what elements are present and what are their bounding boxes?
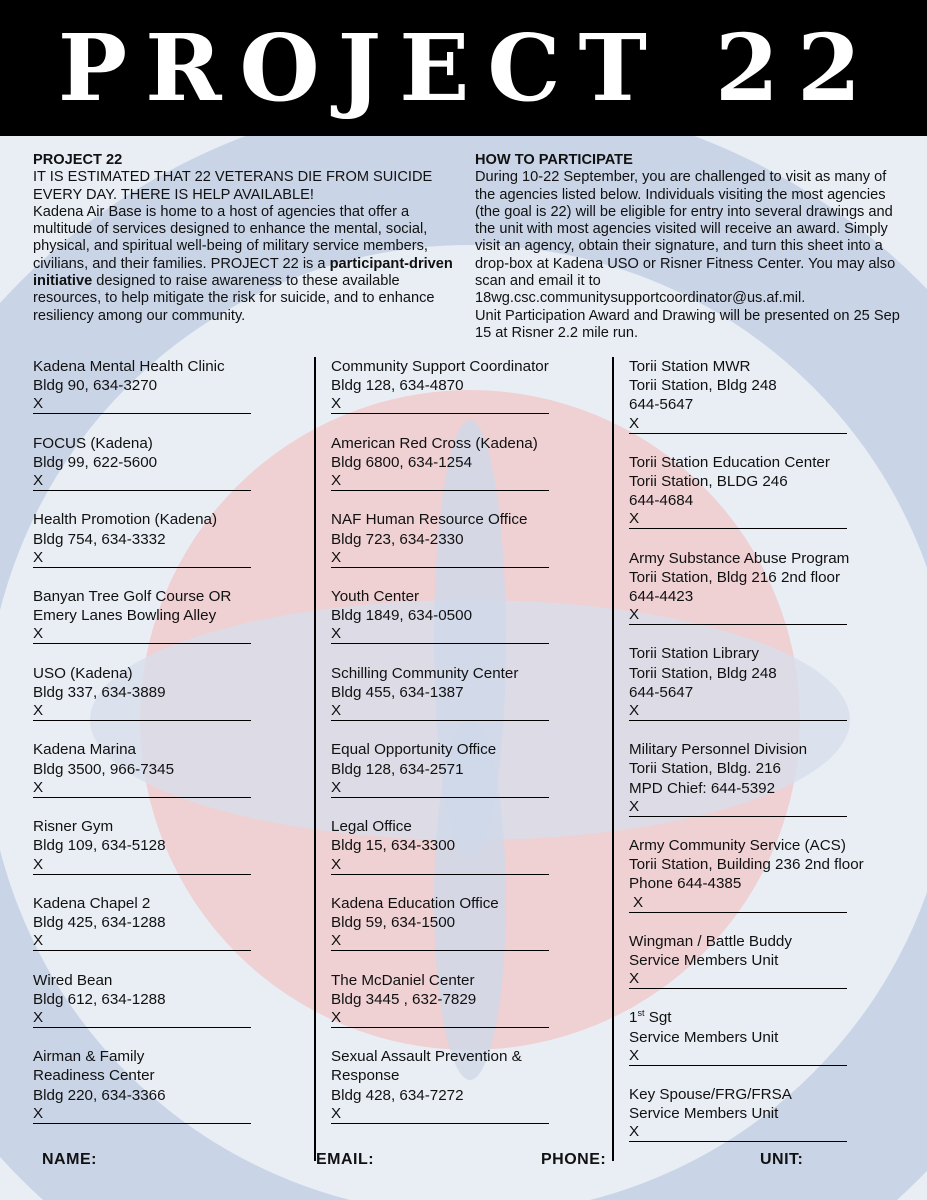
agency-detail: Bldg 99, 622-5600 bbox=[33, 453, 158, 471]
agency-name: Kadena Chapel 2 bbox=[33, 894, 151, 912]
phone-field-label[interactable]: PHONE: bbox=[541, 1151, 607, 1168]
agency-detail: Bldg 754, 634-3332 bbox=[33, 530, 166, 548]
agency-entry bbox=[331, 357, 586, 415]
agency-location: Torii Station, Bldg 216 2nd floor bbox=[629, 568, 841, 586]
agency-name: Kadena Education Office bbox=[331, 894, 499, 912]
agency-name: Torii Station Education Center bbox=[629, 453, 830, 471]
agency-entry bbox=[33, 1047, 288, 1124]
signature-line[interactable]: X bbox=[629, 1047, 847, 1066]
agency-phone: 644-4684 bbox=[629, 492, 694, 510]
signature-line[interactable]: X bbox=[33, 549, 251, 568]
agency-name: Torii Station Library bbox=[629, 645, 759, 663]
agency-detail: Bldg 6800, 634-1254 bbox=[331, 453, 473, 471]
agency-name-cont: Response bbox=[331, 1067, 400, 1085]
agency-entry bbox=[33, 817, 288, 875]
agency-name-number: 1 bbox=[629, 1009, 638, 1027]
agency-entry bbox=[629, 644, 914, 721]
agency-phone: 644-5647 bbox=[629, 396, 694, 414]
signature-line[interactable]: X bbox=[331, 1009, 549, 1028]
agency-name: Army Substance Abuse Program bbox=[629, 549, 850, 567]
agency-detail: Bldg 3445 , 632-7829 bbox=[331, 990, 477, 1008]
agency-name: FOCUS (Kadena) bbox=[33, 434, 153, 452]
agency-location: Torii Station, Building 236 2nd floor bbox=[629, 856, 864, 874]
agency-detail: Service Members Unit bbox=[629, 1105, 779, 1123]
agency-entry bbox=[331, 664, 586, 722]
agency-phone: Phone 644-4385 bbox=[629, 875, 742, 893]
column-divider-1 bbox=[314, 357, 316, 1161]
signature-line[interactable]: X bbox=[33, 856, 251, 875]
agency-detail: Service Members Unit bbox=[629, 1028, 779, 1046]
participate-heading: HOW TO PARTICIPATE bbox=[475, 152, 633, 168]
agency-entry bbox=[629, 932, 914, 989]
agency-entry bbox=[33, 510, 288, 568]
agency-column-2 bbox=[331, 357, 586, 1143]
agency-name: Army Community Service (ACS) bbox=[629, 836, 846, 854]
agency-detail: Bldg 15, 634-3300 bbox=[331, 837, 456, 855]
intro-how-to-participate bbox=[475, 152, 905, 342]
agency-entry bbox=[33, 971, 288, 1029]
agency-phone: 644-5647 bbox=[629, 683, 694, 701]
agency-entry bbox=[331, 587, 586, 645]
agency-name-cont: Readiness Center bbox=[33, 1067, 155, 1085]
column-divider-2 bbox=[612, 357, 614, 1161]
intro-lead: IT IS ESTIMATED THAT 22 VETERANS DIE FROM SUICIDE EVERY DAY. THERE IS HELP AVAILABLE! bbox=[33, 169, 433, 203]
agency-entry bbox=[629, 453, 914, 530]
agency-location: Torii Station, BLDG 246 bbox=[629, 473, 788, 490]
agency-name: Military Personnel Division bbox=[629, 741, 808, 759]
page-header bbox=[0, 0, 927, 136]
agency-column-1 bbox=[33, 357, 288, 1143]
agency-name: Youth Center bbox=[331, 588, 420, 606]
agency-name: NAF Human Resource Office bbox=[331, 511, 528, 529]
agency-location: Torii Station, Bldg. 216 bbox=[629, 760, 781, 778]
agency-detail: Bldg 128, 634-4870 bbox=[331, 377, 464, 395]
agency-name: Kadena Mental Health Clinic bbox=[33, 358, 225, 375]
agency-detail: Bldg 90, 634-3270 bbox=[33, 377, 158, 395]
agency-entry bbox=[33, 740, 288, 798]
agency-entry bbox=[331, 434, 586, 492]
signature-line[interactable]: X bbox=[331, 395, 549, 414]
agency-name: Wired Bean bbox=[33, 971, 113, 989]
agency-name: Schilling Community Center bbox=[331, 664, 519, 682]
signature-line[interactable]: X bbox=[331, 549, 549, 568]
intro-heading: PROJECT 22 bbox=[33, 152, 123, 168]
signature-line[interactable]: X bbox=[33, 1105, 251, 1124]
agency-phone: MPD Chief: 644-5392 bbox=[629, 779, 776, 797]
agency-name: Sexual Assault Prevention & bbox=[331, 1048, 522, 1066]
agency-detail: Bldg 220, 634-3366 bbox=[33, 1086, 166, 1104]
signature-line[interactable]: X bbox=[331, 856, 549, 875]
agency-detail: Bldg 455, 634-1387 bbox=[331, 683, 464, 701]
agency-detail: Emery Lanes Bowling Alley bbox=[33, 607, 217, 625]
agency-entry bbox=[33, 587, 288, 645]
agency-detail: Bldg 337, 634-3889 bbox=[33, 683, 166, 701]
signature-line[interactable]: X bbox=[331, 1105, 549, 1124]
agency-column-3 bbox=[629, 357, 914, 1162]
intro-project-22 bbox=[33, 152, 461, 325]
agency-name: American Red Cross (Kadena) bbox=[331, 434, 538, 452]
agency-detail: Bldg 428, 634-7272 bbox=[331, 1086, 464, 1104]
agency-entry bbox=[331, 740, 586, 798]
agency-detail: Bldg 128, 634-2571 bbox=[331, 760, 464, 778]
agency-entry bbox=[629, 357, 914, 434]
agency-entry bbox=[33, 434, 288, 492]
agency-entry bbox=[33, 894, 288, 952]
agency-name-ordinal: st bbox=[637, 1008, 645, 1019]
agency-entry bbox=[33, 664, 288, 722]
signature-line[interactable]: X bbox=[629, 798, 847, 817]
intro-body-text-end: designed to raise awareness to these available resources, to help mitigate the risk for suicide, and to enhance resiliency among our community. bbox=[33, 273, 435, 324]
agency-name: Banyan Tree Golf Course OR bbox=[33, 588, 232, 606]
signature-line[interactable]: X bbox=[629, 415, 847, 434]
agency-entry bbox=[33, 357, 288, 415]
signature-line[interactable]: X bbox=[331, 702, 549, 721]
intro-body bbox=[33, 204, 461, 325]
agency-phone: 644-4423 bbox=[629, 588, 694, 605]
agency-location: Torii Station, Bldg 248 bbox=[629, 664, 777, 682]
agency-name: USO (Kadena) bbox=[33, 664, 133, 682]
agency-detail: Bldg 1849, 634-0500 bbox=[331, 607, 473, 625]
participate-body: During 10-22 September, you are challenged to visit as many of the agencies listed below. Individuals visiting the most agencies (the goal is 22) will be eligible for entry into several drawings and the unit with most agencies visited will receive an award. Simply visit an agency, obtain their signature, and turn this sheet into a drop-box at Kadena USO or Risner Fitness Center. You may also scan and email it to 18wg.csc.communitysupportcoordinator@us.af.mil. bbox=[475, 169, 896, 307]
agency-name: Wingman / Battle Buddy bbox=[629, 932, 792, 950]
agency-detail: Service Members Unit bbox=[629, 951, 779, 969]
signature-line[interactable]: X bbox=[331, 779, 549, 798]
agency-name: The McDaniel Center bbox=[331, 971, 475, 989]
agency-name: Community Support Coordinator bbox=[331, 358, 549, 375]
intro-body-text: Kadena Air Base is home to a host of agencies that offer a multitude of services designed to enhance the mental, social, physical, and spiritual well-being of military service members, civilians, and their families. PROJECT 22 is a bbox=[33, 203, 428, 272]
agency-entry bbox=[629, 836, 914, 913]
agency-detail: Bldg 425, 634-1288 bbox=[33, 914, 166, 932]
signature-line[interactable]: X bbox=[629, 894, 847, 913]
agency-detail: Bldg 3500, 966-7345 bbox=[33, 760, 175, 778]
name-field-label[interactable]: NAME: bbox=[42, 1151, 97, 1168]
signature-line[interactable]: X bbox=[629, 606, 847, 625]
agency-name: Legal Office bbox=[331, 818, 412, 836]
unit-field-label[interactable]: UNIT: bbox=[760, 1151, 804, 1168]
signature-line[interactable]: X bbox=[33, 702, 251, 721]
agency-detail: Bldg 109, 634-5128 bbox=[33, 837, 166, 855]
agency-entry bbox=[331, 510, 586, 568]
agency-entry bbox=[629, 1085, 914, 1142]
agency-entry bbox=[331, 894, 586, 952]
page-title: PROJECT 22 bbox=[57, 14, 880, 122]
signature-line[interactable]: X bbox=[33, 779, 251, 798]
agency-name-rest: Sgt bbox=[644, 1009, 672, 1027]
signature-line[interactable]: X bbox=[331, 625, 549, 644]
agency-entry bbox=[629, 549, 914, 626]
agency-name: Airman & Family bbox=[33, 1048, 145, 1066]
agency-name: Equal Opportunity Office bbox=[331, 741, 497, 759]
agency-entry bbox=[331, 1047, 586, 1124]
agency-location: Torii Station, Bldg 248 bbox=[629, 377, 777, 395]
agency-detail: Bldg 723, 634-2330 bbox=[331, 530, 464, 548]
signature-line[interactable]: X bbox=[629, 702, 847, 721]
agency-name bbox=[629, 1008, 914, 1027]
agency-name: Risner Gym bbox=[33, 818, 114, 836]
agency-name: Torii Station MWR bbox=[629, 358, 751, 375]
signature-line[interactable]: X bbox=[629, 510, 847, 529]
signature-line[interactable]: X bbox=[331, 932, 549, 951]
agency-entry bbox=[629, 740, 914, 817]
signature-line[interactable]: X bbox=[33, 1009, 251, 1028]
signature-line[interactable]: X bbox=[629, 1123, 847, 1142]
signature-line[interactable]: X bbox=[331, 472, 549, 491]
agency-detail: Bldg 612, 634-1288 bbox=[33, 990, 166, 1008]
agency-name: Key Spouse/FRG/FRSA bbox=[629, 1085, 792, 1103]
agency-entry bbox=[629, 1008, 914, 1065]
agency-name: Health Promotion (Kadena) bbox=[33, 511, 218, 529]
intro-body-bold: participant-driven initiative bbox=[33, 255, 453, 290]
agency-detail: Bldg 59, 634-1500 bbox=[331, 914, 456, 932]
signature-line[interactable]: X bbox=[33, 395, 251, 414]
signature-line[interactable]: X bbox=[33, 932, 251, 951]
signature-line[interactable]: X bbox=[33, 472, 251, 491]
participate-award: Unit Participation Award and Drawing will be presented on 25 Sep 15 at Risner 2.2 mile run. bbox=[475, 307, 900, 341]
agency-entry bbox=[331, 817, 586, 875]
signature-line[interactable]: X bbox=[33, 625, 251, 644]
signature-line[interactable]: X bbox=[629, 970, 847, 989]
agency-name: Kadena Marina bbox=[33, 741, 137, 759]
agency-entry bbox=[331, 971, 586, 1029]
email-field-label[interactable]: EMAIL: bbox=[316, 1151, 375, 1168]
